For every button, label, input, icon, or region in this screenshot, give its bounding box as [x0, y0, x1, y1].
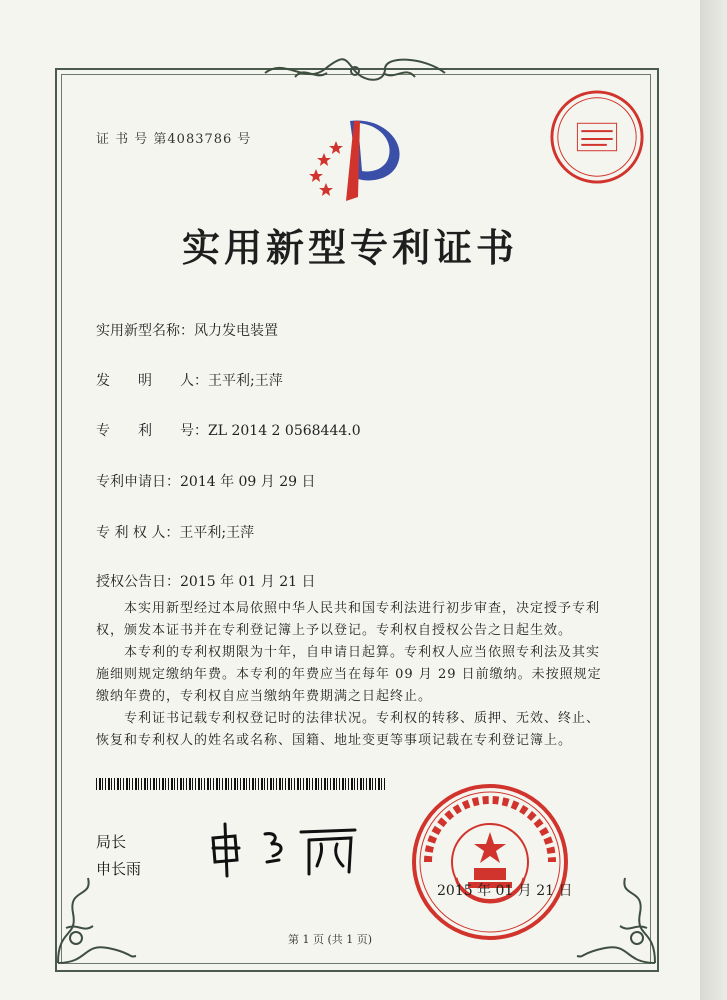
field-value: 2014 年 09 月 29 日	[180, 474, 316, 490]
field-value: 王平利;王萍	[179, 525, 255, 541]
field-inventor	[96, 370, 283, 390]
paper-edge	[700, 0, 727, 1000]
director-signature	[205, 818, 365, 878]
field-value: 2015 年 01 月 21 日	[180, 574, 316, 590]
certificate-title: 实用新型专利证书	[181, 225, 518, 270]
field-application-date	[96, 471, 316, 491]
field-value: ZL 2014 2 0568444.0	[208, 423, 361, 439]
certificate-body	[96, 598, 606, 752]
seal-date: 2015 年 01 月 21 日	[437, 883, 573, 899]
field-label: 发 明 人：	[96, 373, 208, 389]
body-paragraph: 本专利的专利权期限为十年，自申请日起算。专利权人应当依照专利法及其实施细则规定缴纳年费。本专利的年费应当在每年 09 月 29 日前缴纳。未按照规定缴纳年费的，专利权自应当缴纳年费期满之日起终止。	[96, 645, 602, 704]
field-grant-date	[96, 571, 316, 591]
bottom-right-ornament	[575, 868, 665, 968]
body-paragraph: 本实用新型经过本局依照中华人民共和国专利法进行初步审查，决定授予专利权，颁发本证书并在专利登记簿上予以登记。专利权自授权公告之日起生效。	[96, 601, 601, 638]
field-label: 授权公告日：	[96, 574, 180, 590]
field-value: 风力发电装置	[194, 323, 278, 339]
field-label: 实用新型名称：	[96, 323, 194, 339]
field-value: 王平利;王萍	[208, 373, 283, 389]
field-label: 专 利 号：	[96, 423, 208, 439]
cnipa-logo	[302, 113, 414, 203]
field-utility-model-name	[96, 320, 278, 340]
tax-stamp-seal	[548, 88, 646, 186]
official-seal	[410, 782, 570, 942]
top-ornament	[255, 55, 455, 87]
body-paragraph: 专利证书记载专利权登记时的法律状况。专利权的转移、质押、无效、终止、恢复和专利权人的姓名或名称、国籍、地址变更等事项记载在专利登记簿上。	[96, 711, 601, 748]
bottom-left-ornament	[48, 868, 138, 968]
field-label: 专利申请日：	[96, 474, 180, 490]
field-patent-number	[96, 420, 361, 440]
barcode	[96, 778, 386, 790]
director-title: 局长	[96, 833, 127, 851]
director-name: 申长雨	[96, 860, 142, 878]
field-label: 专 利 权 人：	[96, 525, 180, 541]
page-number: 第 1 页 (共 1 页)	[287, 933, 373, 946]
field-patentee	[96, 522, 254, 542]
certificate-number: 证 书 号 第4083786 号	[96, 132, 252, 147]
